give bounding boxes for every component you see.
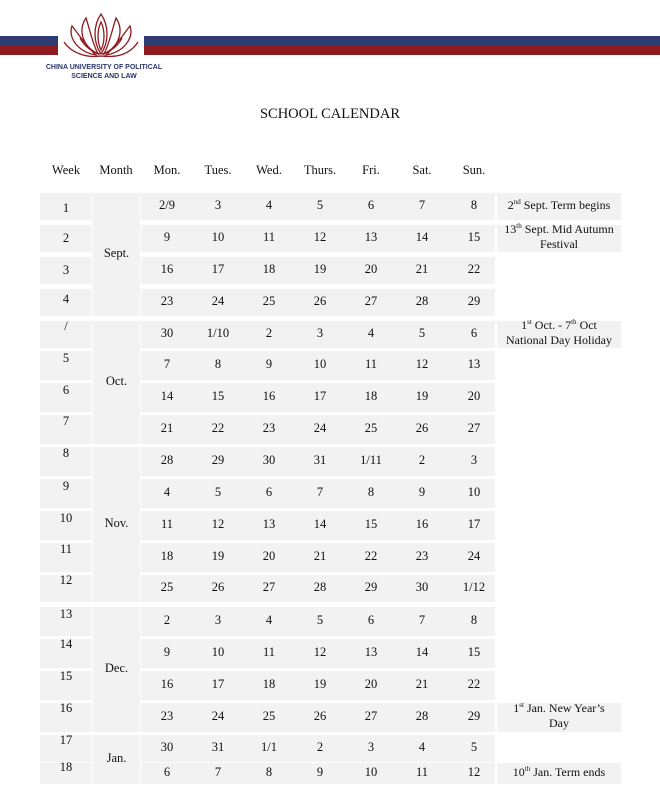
day-cell: 28 (415, 294, 429, 308)
day-cell: 25 (262, 709, 276, 723)
day-cell: 2 (163, 613, 171, 627)
university-name-line-1: CHINA UNIVERSITY OF POLITICAL (45, 64, 163, 71)
day-cell: 3 (470, 453, 478, 467)
day-cell: 23 (160, 294, 174, 308)
month-label: Jan. (106, 751, 127, 765)
day-cell: 19 (313, 677, 327, 691)
day-cell: 7 (214, 765, 222, 779)
week-number: 16 (59, 701, 73, 715)
day-cell: 26 (415, 421, 429, 435)
day-cell: 15 (211, 389, 225, 403)
column-header: Mon. (153, 163, 181, 177)
day-cell: 1/11 (360, 453, 382, 467)
day-cell: 29 (364, 580, 378, 594)
day-cell: 5 (214, 485, 222, 499)
day-cell: 16 (160, 677, 174, 691)
week-number: 11 (59, 542, 73, 556)
day-cell: 12 (467, 765, 481, 779)
day-cell: 28 (160, 453, 174, 467)
page-title: SCHOOL CALENDAR (259, 106, 401, 122)
day-cell: 20 (467, 389, 481, 403)
day-cell: 29 (467, 294, 481, 308)
day-cell: 11 (415, 765, 429, 779)
day-cell: 22 (364, 549, 378, 563)
day-cell: 25 (160, 580, 174, 594)
day-cell: 8 (265, 765, 273, 779)
day-cell: 26 (211, 580, 225, 594)
week-number: 8 (62, 446, 70, 460)
day-cell: 27 (364, 709, 378, 723)
column-header: Sun. (462, 163, 486, 177)
day-cell: 9 (316, 765, 324, 779)
day-cell: 5 (316, 198, 324, 212)
day-cell: 4 (367, 326, 375, 340)
day-cell: 1/10 (206, 326, 230, 340)
day-cell: 3 (316, 326, 324, 340)
university-name-line-2: SCIENCE AND LAW (71, 73, 137, 80)
day-cell: 7 (418, 198, 426, 212)
day-cell: 15 (467, 230, 481, 244)
day-cell: 28 (415, 709, 429, 723)
day-cell: 1/12 (462, 580, 486, 594)
day-cell: 16 (160, 262, 174, 276)
day-cell: 4 (163, 485, 171, 499)
day-cell: 12 (211, 517, 225, 531)
week-number: 6 (62, 383, 70, 397)
month-label: Nov. (104, 516, 129, 530)
week-number: 7 (62, 414, 70, 428)
week-number: / (64, 319, 68, 333)
day-cell: 2 (265, 326, 273, 340)
day-cell: 28 (313, 580, 327, 594)
day-cell: 20 (262, 549, 276, 563)
day-cell: 6 (265, 485, 273, 499)
day-cell: 2/9 (159, 198, 175, 212)
column-header: Sat. (412, 163, 432, 177)
day-cell: 17 (211, 677, 225, 691)
day-cell: 30 (262, 453, 276, 467)
day-cell: 4 (265, 613, 273, 627)
week-number: 15 (59, 669, 73, 683)
day-cell: 23 (415, 549, 429, 563)
day-cell: 31 (211, 740, 225, 754)
day-cell: 18 (160, 549, 174, 563)
week-number: 4 (62, 292, 70, 306)
day-cell: 15 (364, 517, 378, 531)
calendar-note: 1st Jan. New Year’s Day (513, 701, 605, 730)
day-cell: 29 (211, 453, 225, 467)
day-cell: 12 (313, 645, 327, 659)
day-cell: 21 (160, 421, 174, 435)
day-cell: 25 (364, 421, 378, 435)
day-cell: 3 (214, 613, 222, 627)
day-cell: 21 (415, 677, 429, 691)
week-number: 18 (59, 760, 73, 774)
day-cell: 23 (160, 709, 174, 723)
day-cell: 7 (163, 357, 171, 371)
day-cell: 4 (418, 740, 426, 754)
day-cell: 17 (467, 517, 481, 531)
university-name (24, 63, 184, 81)
day-cell: 21 (415, 262, 429, 276)
lotus-emblem-icon (58, 8, 144, 60)
column-header: Month (99, 163, 133, 177)
day-cell: 11 (262, 230, 276, 244)
week-number: 9 (62, 479, 70, 493)
column-header: Wed. (256, 163, 282, 177)
day-cell: 13 (364, 230, 378, 244)
day-cell: 3 (214, 198, 222, 212)
month-label: Sept. (103, 246, 130, 260)
day-cell: 20 (364, 677, 378, 691)
day-cell: 17 (313, 389, 327, 403)
day-cell: 21 (313, 549, 327, 563)
day-cell: 6 (367, 198, 375, 212)
day-cell: 3 (367, 740, 375, 754)
month-label: Dec. (104, 661, 129, 675)
day-cell: 5 (470, 740, 478, 754)
day-cell: 18 (364, 389, 378, 403)
week-number: 2 (62, 231, 70, 245)
day-cell: 19 (313, 262, 327, 276)
day-cell: 8 (470, 613, 478, 627)
day-cell: 29 (467, 709, 481, 723)
day-cell: 5 (418, 326, 426, 340)
day-cell: 10 (211, 230, 225, 244)
week-number: 14 (59, 637, 73, 651)
week-number: 5 (62, 351, 70, 365)
column-header: Week (51, 163, 81, 177)
day-cell: 6 (367, 613, 375, 627)
day-cell: 2 (316, 740, 324, 754)
day-cell: 18 (262, 262, 276, 276)
day-cell: 26 (313, 294, 327, 308)
day-cell: 2 (418, 453, 426, 467)
week-number: 1 (62, 201, 70, 215)
day-cell: 4 (265, 198, 273, 212)
day-cell: 6 (470, 326, 478, 340)
day-cell: 7 (418, 613, 426, 627)
column-header: Thurs. (303, 163, 337, 177)
month-label: Oct. (105, 374, 128, 388)
day-cell: 27 (364, 294, 378, 308)
day-cell: 13 (364, 645, 378, 659)
day-cell: 11 (364, 357, 378, 371)
day-cell: 24 (211, 294, 225, 308)
day-cell: 27 (262, 580, 276, 594)
calendar-note: 13th Sept. Mid Autumn Festival (504, 222, 614, 251)
day-cell: 11 (262, 645, 276, 659)
day-cell: 14 (415, 230, 429, 244)
day-cell: 9 (163, 645, 171, 659)
day-cell: 22 (467, 262, 481, 276)
day-cell: 27 (467, 421, 481, 435)
day-cell: 8 (367, 485, 375, 499)
day-cell: 30 (160, 740, 174, 754)
week-number: 13 (59, 607, 73, 621)
day-cell: 6 (163, 765, 171, 779)
day-cell: 15 (467, 645, 481, 659)
day-cell: 10 (364, 765, 378, 779)
day-cell: 24 (467, 549, 481, 563)
day-cell: 9 (418, 485, 426, 499)
day-cell: 20 (364, 262, 378, 276)
day-cell: 10 (313, 357, 327, 371)
column-header: Tues. (204, 163, 232, 177)
calendar-note: 1st Oct. - 7th Oct National Day Holiday (506, 318, 612, 347)
day-cell: 24 (313, 421, 327, 435)
day-cell: 14 (415, 645, 429, 659)
day-cell: 30 (415, 580, 429, 594)
day-cell: 11 (160, 517, 174, 531)
column-header: Fri. (362, 163, 380, 177)
day-cell: 16 (415, 517, 429, 531)
day-cell: 7 (316, 485, 324, 499)
day-cell: 24 (211, 709, 225, 723)
week-number: 12 (59, 573, 73, 587)
calendar-note: 2nd Sept. Term begins (507, 197, 611, 212)
day-cell: 17 (211, 262, 225, 276)
day-cell: 14 (313, 517, 327, 531)
day-cell: 19 (211, 549, 225, 563)
day-cell: 12 (313, 230, 327, 244)
day-cell: 19 (415, 389, 429, 403)
day-cell: 8 (214, 357, 222, 371)
day-cell: 25 (262, 294, 276, 308)
day-cell: 18 (262, 677, 276, 691)
week-number: 17 (59, 733, 73, 747)
week-number: 3 (62, 263, 70, 277)
day-cell: 13 (467, 357, 481, 371)
day-cell: 10 (467, 485, 481, 499)
day-cell: 23 (262, 421, 276, 435)
day-cell: 5 (316, 613, 324, 627)
day-cell: 13 (262, 517, 276, 531)
day-cell: 30 (160, 326, 174, 340)
day-cell: 1/1 (261, 740, 277, 754)
day-cell: 16 (262, 389, 276, 403)
day-cell: 26 (313, 709, 327, 723)
day-cell: 9 (163, 230, 171, 244)
day-cell: 31 (313, 453, 327, 467)
day-cell: 22 (211, 421, 225, 435)
day-cell: 9 (265, 357, 273, 371)
week-number: 10 (59, 511, 73, 525)
day-cell: 8 (470, 198, 478, 212)
calendar-note: 10th Jan. Term ends (512, 764, 606, 779)
day-cell: 22 (467, 677, 481, 691)
day-cell: 12 (415, 357, 429, 371)
day-cell: 10 (211, 645, 225, 659)
day-cell: 14 (160, 389, 174, 403)
